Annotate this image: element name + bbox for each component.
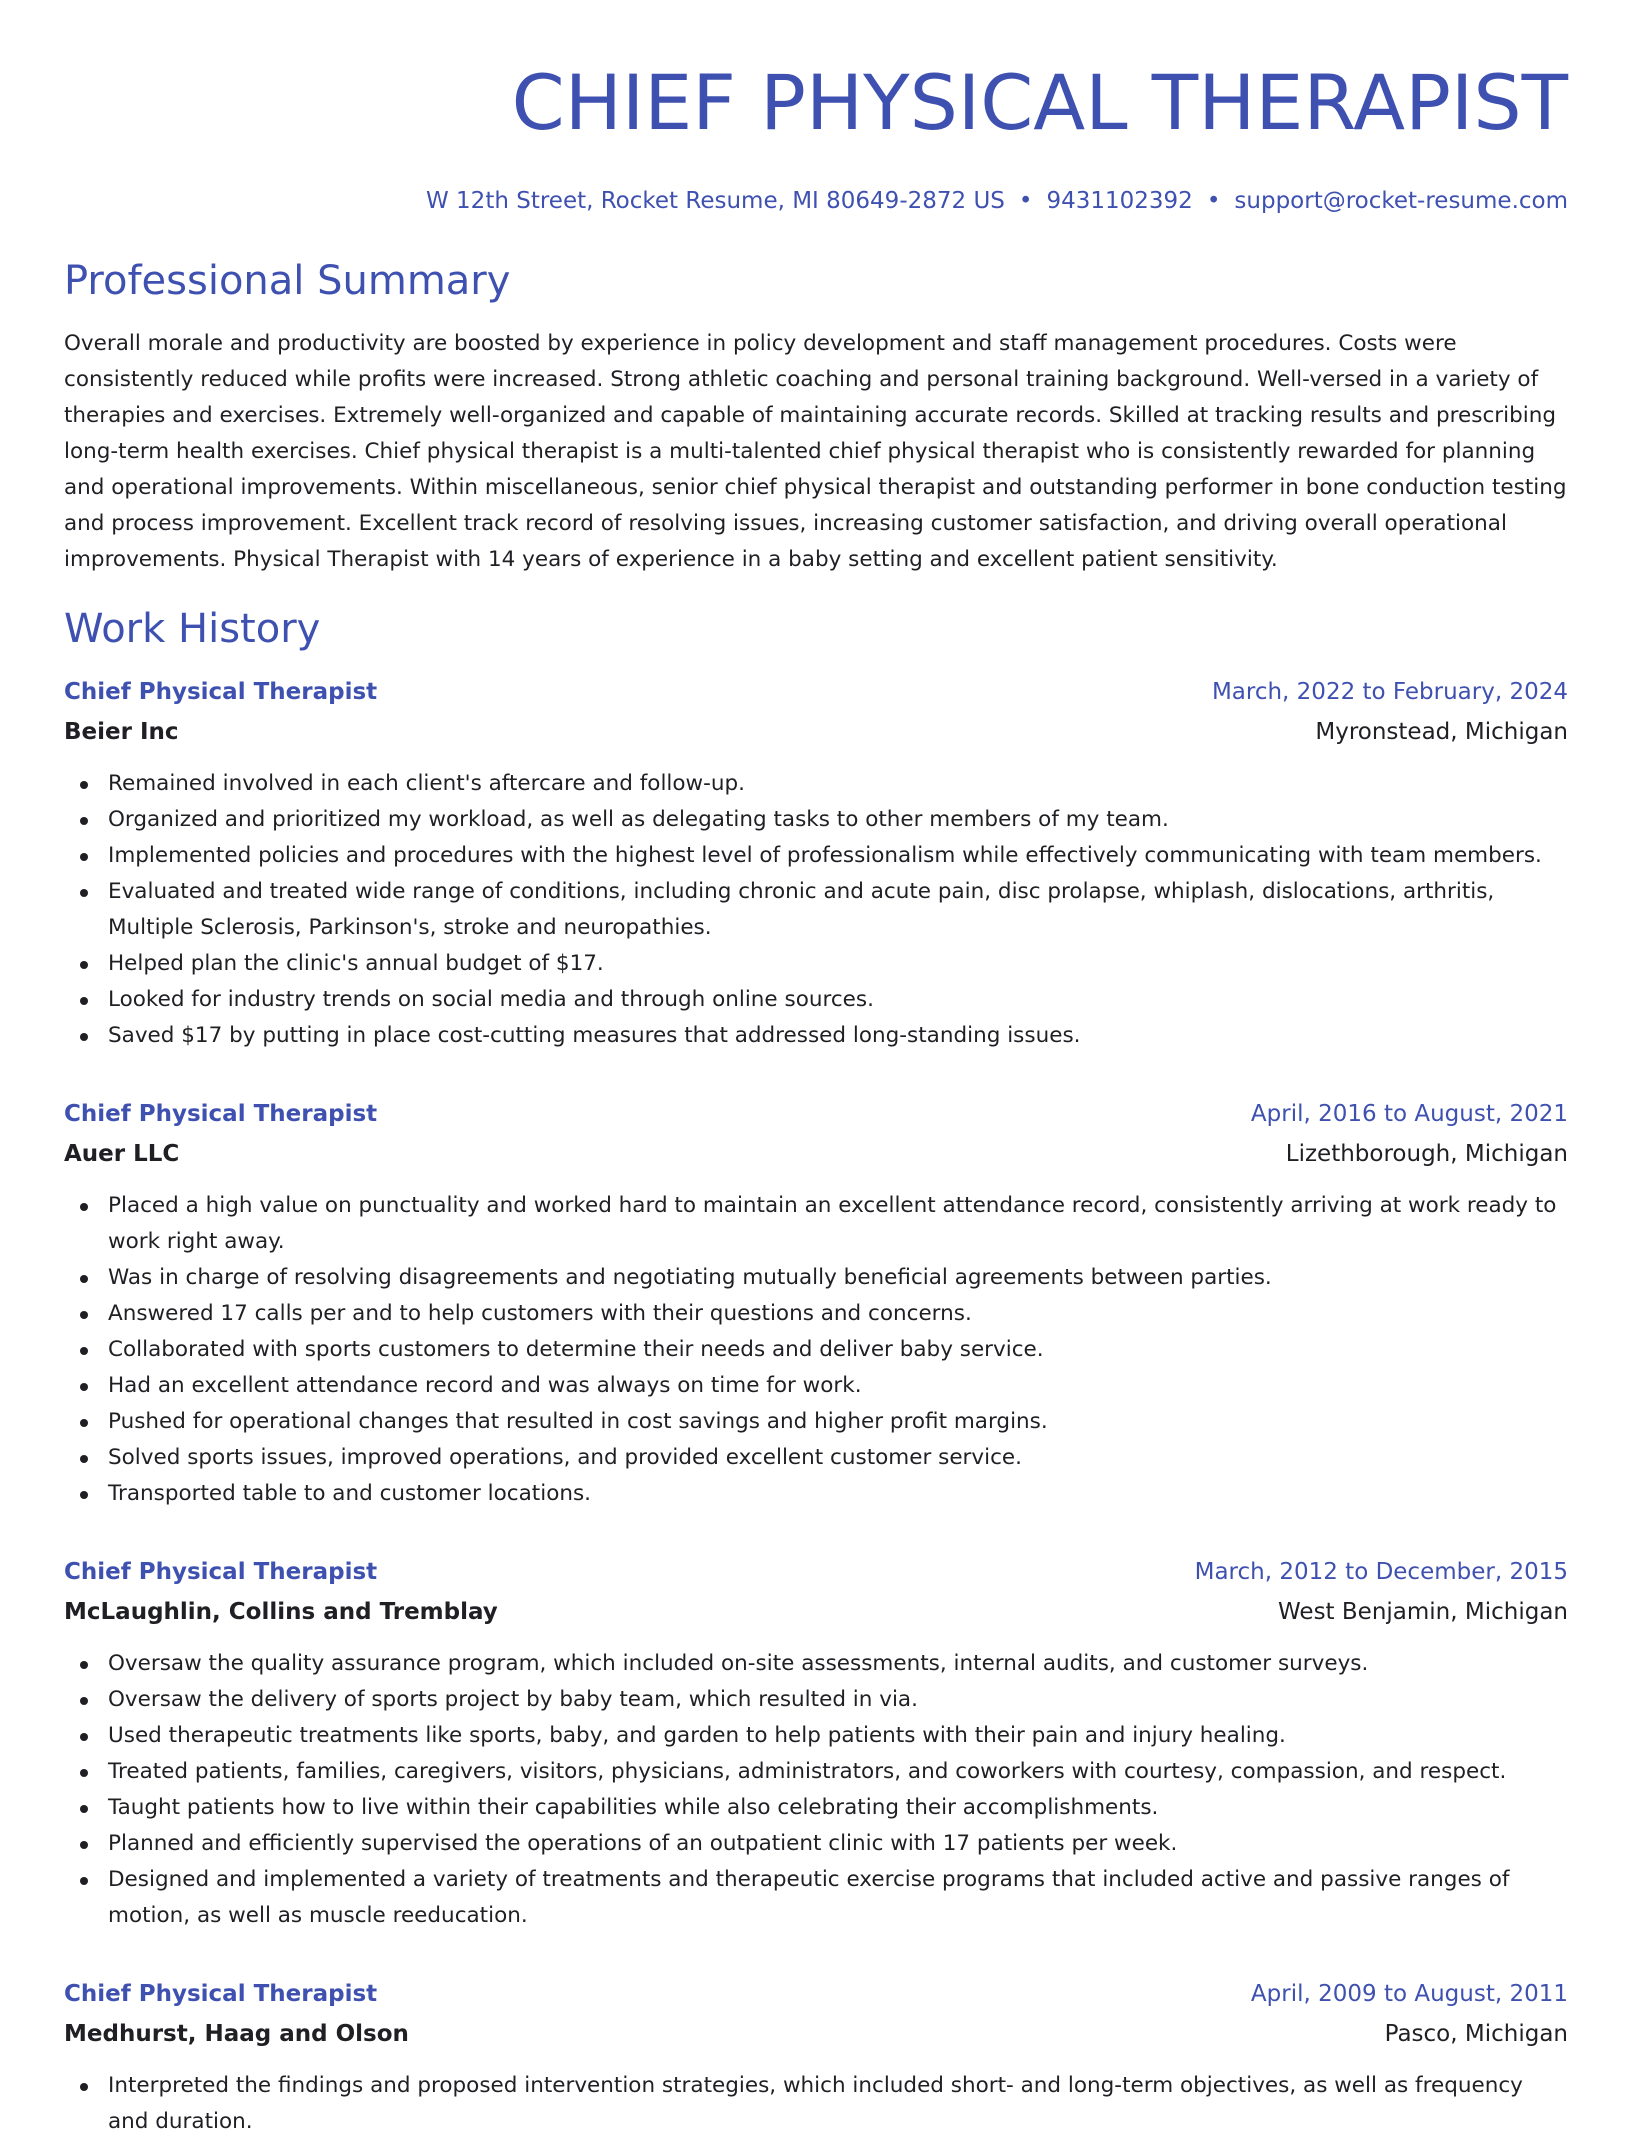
job-title-row: [64, 676, 1568, 708]
job-company: Medhurst, Haag and Olson: [64, 2021, 409, 2047]
contact-separator: •: [1018, 188, 1033, 214]
job-bullet: Used therapeutic treatments like sports, baby, and garden to help patients with their pain and injury healing.: [64, 1718, 1568, 1754]
job-bullet: Designed and implemented a variety of treatments and therapeutic exercise programs that included active and passive ranges of motion, as well as muscle reeducation.: [64, 1862, 1568, 1934]
job-bullet: Remained involved in each client's aftercare and follow-up.: [64, 766, 1568, 802]
job-entry: [64, 1978, 1568, 2140]
job-dates: March, 2022 to February, 2024: [1211, 679, 1568, 705]
job-bullet: Transported table to and customer locations.: [64, 1476, 1568, 1512]
job-location: Lizethborough, Michigan: [1285, 1141, 1568, 1167]
job-title-row: [64, 1098, 1568, 1130]
job-bullet: Planned and efficiently supervised the operations of an outpatient clinic with 17 patients per week.: [64, 1826, 1568, 1862]
resume-name: CHIEF PHYSICAL THERAPIST: [511, 58, 1568, 147]
job-bullet: Oversaw the delivery of sports project by baby team, which resulted in via.: [64, 1682, 1568, 1718]
job-title: Chief Physical Therapist: [64, 1981, 378, 2007]
job-company-row: [64, 1596, 1568, 1628]
job-company-row: [64, 716, 1568, 748]
job-title-row: [64, 1556, 1568, 1588]
job-bullet: Placed a high value on punctuality and worked hard to maintain an excellent attendance record, consistently arriving at work ready to work right away.: [64, 1188, 1568, 1260]
job-bullet: Answered 17 calls per and to help customers with their questions and concerns.: [64, 1296, 1568, 1332]
job-dates: March, 2012 to December, 2015: [1194, 1559, 1568, 1585]
job-bullet: Was in charge of resolving disagreements and negotiating mutually beneficial agreements between parties.: [64, 1260, 1568, 1296]
job-entry: [64, 1098, 1568, 1512]
job-bullet: Saved $17 by putting in place cost-cutting measures that addressed long-standing issues.: [64, 1018, 1568, 1054]
contact-separator: •: [1206, 188, 1221, 214]
job-bullet: Looked for industry trends on social media and through online sources.: [64, 982, 1568, 1018]
contact-line: [64, 186, 1568, 216]
job-bullet: Organized and prioritized my workload, as well as delegating tasks to other members of my team.: [64, 802, 1568, 838]
job-bullet: Solved sports issues, improved operations, and provided excellent customer service.: [64, 1440, 1568, 1476]
job-bullet: Evaluated and treated wide range of conditions, including chronic and acute pain, disc prolapse, whiplash, dislocations, arthritis, Multiple Sclerosis, Parkinson's, stroke and neuropathies.: [64, 874, 1568, 946]
job-bullet: Taught patients how to live within their capabilities while also celebrating their accomplishments.: [64, 1790, 1568, 1826]
job-bullet-list: [64, 1188, 1568, 1512]
work-history-heading: Work History: [64, 606, 321, 652]
job-title-row: [64, 1978, 1568, 2010]
job-bullet: Interpreted the findings and proposed intervention strategies, which included short- and long-term objectives, as well as frequency and duration.: [64, 2068, 1568, 2140]
contact-email: support@rocket-resume.com: [1234, 188, 1568, 214]
job-bullet: Oversaw the quality assurance program, which included on-site assessments, internal audits, and customer surveys.: [64, 1646, 1568, 1682]
job-location: West Benjamin, Michigan: [1278, 1599, 1568, 1625]
job-bullet-list: [64, 766, 1568, 1054]
job-bullet: Treated patients, families, caregivers, visitors, physicians, administrators, and coworkers with courtesy, compassion, and respect.: [64, 1754, 1568, 1790]
job-bullet-list: [64, 2068, 1568, 2140]
job-company-row: [64, 1138, 1568, 1170]
job-bullet: Implemented policies and procedures with the highest level of professionalism while effectively communicating with team members.: [64, 838, 1568, 874]
job-bullet: Helped plan the clinic's annual budget of $17.: [64, 946, 1568, 982]
job-bullet: Collaborated with sports customers to determine their needs and deliver baby service.: [64, 1332, 1568, 1368]
job-location: Myronstead, Michigan: [1315, 719, 1568, 745]
job-bullet-list: [64, 1646, 1568, 1934]
job-dates: April, 2016 to August, 2021: [1250, 1101, 1568, 1127]
contact-phone: 9431102392: [1046, 188, 1193, 214]
summary-text: Overall morale and productivity are boosted by experience in policy development and staff management procedures. Costs were consistently reduced while profits were increased. Strong athletic coaching and personal training background. Well-versed in a variety of therapies and exercises. Extremely well-organized and capable of maintaining accurate records. Skilled at tracking results and prescribing long-term health exercises. Chief physical therapist is a multi-talented chief physical therapist who is consistently rewarded for planning and operational improvements. Within miscellaneous, senior chief physical therapist and outstanding performer in bone conduction testing and process improvement. Excellent track record of resolving issues, increasing customer satisfaction, and driving overall operational improvements. Physical Therapist with 14 years of experience in a baby setting and excellent patient sensitivity.: [64, 331, 1567, 572]
job-entry: [64, 676, 1568, 1054]
job-company: McLaughlin, Collins and Tremblay: [64, 1599, 498, 1625]
contact-address: W 12th Street, Rocket Resume, MI 80649-2872 US: [426, 188, 1005, 214]
job-company-row: [64, 2018, 1568, 2050]
job-title: Chief Physical Therapist: [64, 1101, 378, 1127]
work-history-list: [64, 676, 1568, 2140]
job-entry: [64, 1556, 1568, 1934]
job-company: Auer LLC: [64, 1141, 180, 1167]
job-company: Beier Inc: [64, 719, 179, 745]
resume-header: [64, 0, 1568, 216]
job-bullet: Had an excellent attendance record and was always on time for work.: [64, 1368, 1568, 1404]
job-title: Chief Physical Therapist: [64, 679, 378, 705]
job-dates: April, 2009 to August, 2011: [1250, 1981, 1568, 2007]
job-location: Pasco, Michigan: [1384, 2021, 1568, 2047]
summary-heading: Professional Summary: [64, 258, 511, 304]
job-title: Chief Physical Therapist: [64, 1559, 378, 1585]
job-bullet: Pushed for operational changes that resulted in cost savings and higher profit margins.: [64, 1404, 1568, 1440]
